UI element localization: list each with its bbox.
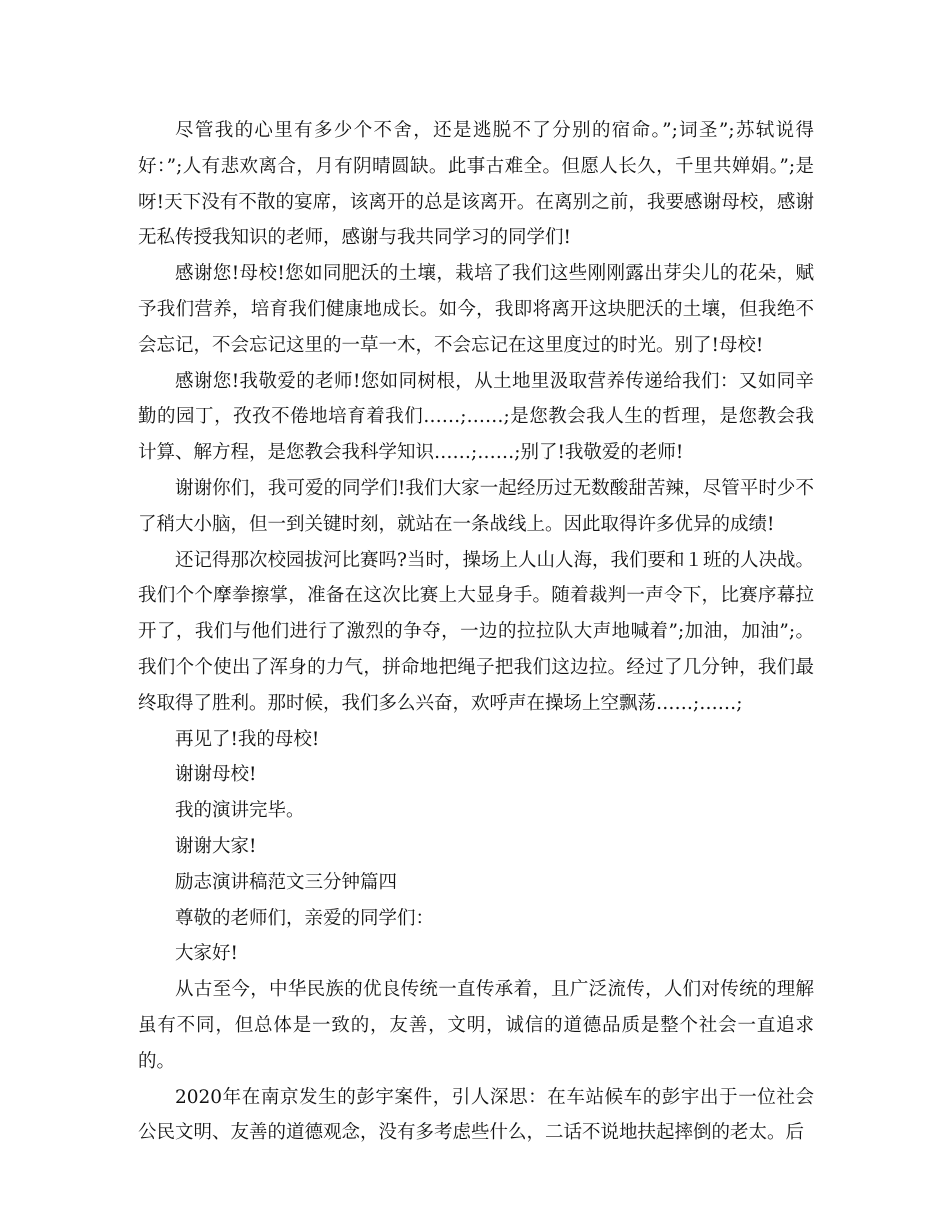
paragraph: 2020年在南京发生的彭宇案件，引人深思：在车站候车的彭宇出于一位社会公民文明、友善的道德观念，没有多考虑些什么，二话不说地扶起摔倒的老太。后 bbox=[138, 1086, 814, 1144]
paragraph: 感谢您!母校!您如同肥沃的土壤，栽培了我们这些刚刚露出芽尖儿的花朵，赋予我们营养，培育我们健康地成长。如今，我即将离开这块肥沃的土壤，但我绝不会忘记，不会忘记这里的一草一木，不会忘记在这里度过的时光。别了!母校! bbox=[138, 263, 814, 356]
paragraph: 谢谢大家! bbox=[175, 835, 257, 857]
paragraph: 感谢您!我敬爱的老师!您如同树根，从土地里汲取营养传递给我们：又如同辛勤的园丁，孜孜不倦地培育着我们……;……;是您教会我人生的哲理，是您教会我计算、解方程，是您教会我科学知识……;……;别了!我敬爱的老师! bbox=[138, 370, 814, 464]
paragraph: 从古至今，中华民族的优良传统一直传承着，且广泛流传，人们对传统的理解虽有不同，但总体是一致的，友善，文明，诚信的道德品质是整个社会一直追求的。 bbox=[138, 979, 814, 1072]
section-heading: 励志演讲稿范文三分钟篇四 bbox=[175, 871, 398, 893]
paragraph: 谢谢你们，我可爱的同学们!我们大家一起经历过无数酸甜苦辣，尽管平时少不了稍大小脑，但一到关键时刻，就站在一条战线上。因此取得许多优异的成绩! bbox=[138, 477, 814, 535]
paragraph: 还记得那次校园拔河比赛吗?当时，操场上人山人海，我们要和１班的人决战。我们个个摩拳擦掌，准备在这次比赛上大显身手。随着裁判一声令下，比赛序幕拉开了，我们与他们进行了激烈的争夺，一边的拉拉队大声地喊着”;加油，加油”;。我们个个使出了浑身的力气，拼命地把绳子把我们这边拉。经过了几分钟，我们最终取得了胜利。那时候，我们多么兴奋，欢呼声在操场上空飘荡……;……; bbox=[138, 549, 814, 714]
paragraph: 谢谢母校! bbox=[175, 764, 257, 786]
salutation: 尊敬的老师们，亲爱的同学们： bbox=[175, 907, 435, 929]
paragraph: 我的演讲完毕。 bbox=[175, 800, 305, 822]
document-body bbox=[138, 113, 814, 1151]
paragraph: 再见了!我的母校! bbox=[175, 728, 320, 750]
paragraph: 尽管我的心里有多少个不舍，还是逃脱不了分别的宿命。”;词圣”;苏轼说得好：”;人有悲欢离合，月有阴晴圆缺。此事古难全。但愿人长久，千里共婵娟。”;是呀!天下没有不散的宴席，该离开的总是该离开。在离别之前，我要感谢母校，感谢无私传授我知识的老师，感谢与我共同学习的同学们! bbox=[138, 120, 814, 249]
greeting: 大家好! bbox=[175, 943, 238, 965]
